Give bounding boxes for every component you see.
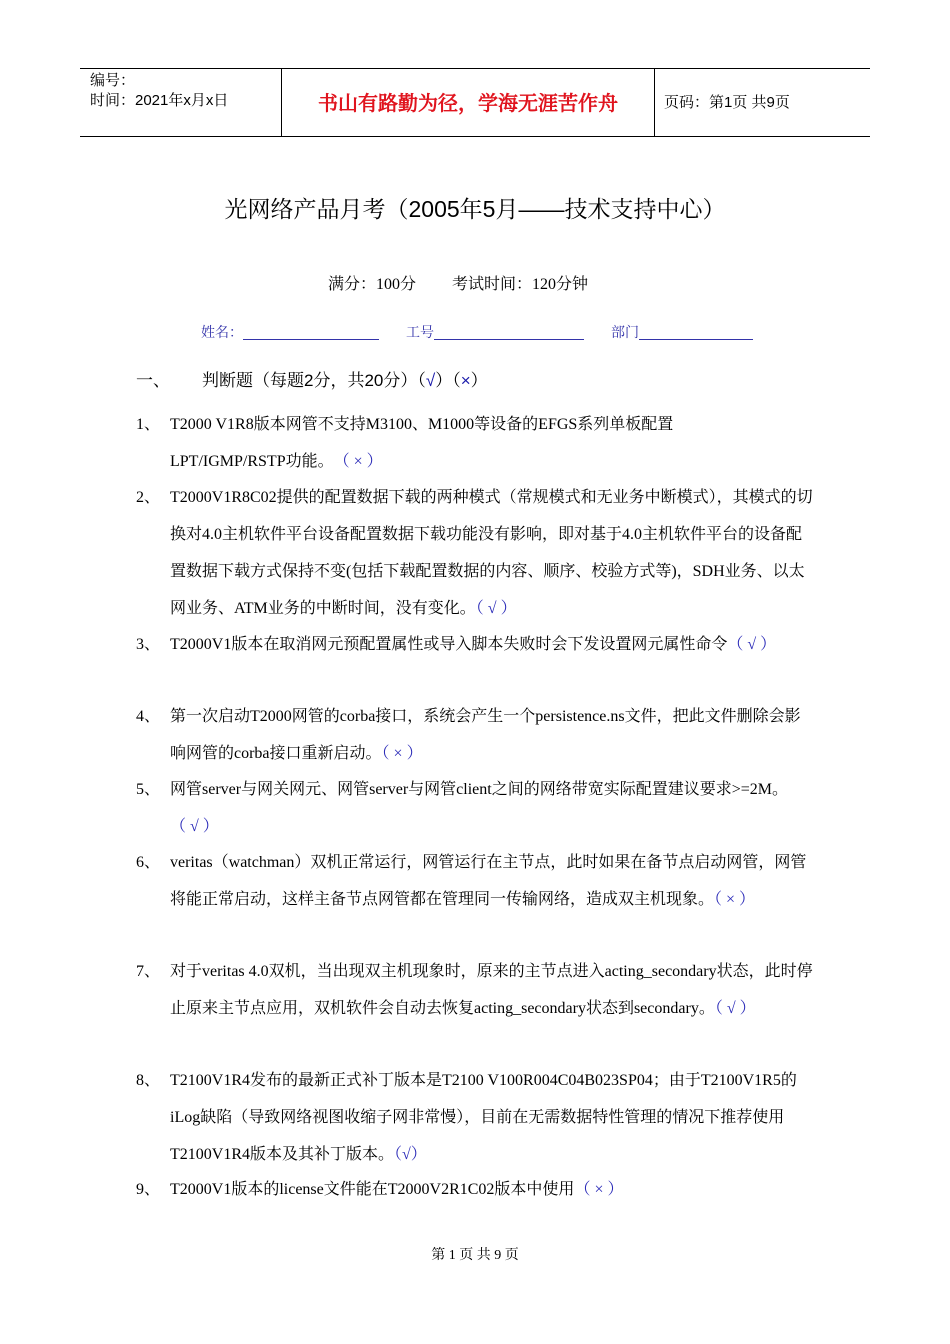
score-line xyxy=(0,274,916,296)
question-text: T2000V1版本在取消网元预配置属性或导入脚本失败时会下发设置网元属性命令 xyxy=(170,636,728,653)
question-text: 第一次启动T2000网管的corba接口，系统会产生一个persistence.ns文件，把此文件删除会影响网管的corba接口重新启动。 xyxy=(170,708,801,762)
id-label: 工号 xyxy=(406,326,434,341)
question-answer: （ × ） xyxy=(574,1181,624,1198)
name-label: 姓名： xyxy=(201,326,243,341)
id-field[interactable] xyxy=(434,323,584,340)
time-label: 时间：2021年x月x日 xyxy=(90,92,229,109)
question xyxy=(136,698,816,772)
cross-mark: × xyxy=(460,371,471,390)
question-answer: （√） xyxy=(394,1146,427,1163)
dept-label: 部门 xyxy=(611,326,639,341)
section-number: 一、 xyxy=(136,371,170,390)
question xyxy=(136,953,816,1027)
section-end: ） xyxy=(470,371,488,390)
header-left xyxy=(90,71,228,111)
question-number: 9、 xyxy=(136,1181,161,1198)
question xyxy=(136,844,816,918)
question-answer: （ × ） xyxy=(714,891,756,908)
question-number: 2、 xyxy=(136,489,161,506)
full-score: 满分：100分 xyxy=(327,276,416,293)
question-number: 5、 xyxy=(136,781,161,798)
header-divider xyxy=(654,69,655,136)
page-header xyxy=(80,68,870,137)
section-mid: ）（ xyxy=(435,371,461,390)
candidate-info xyxy=(201,323,753,344)
question-answer: （ × ） xyxy=(381,745,423,762)
question-answer: （ √ ） xyxy=(727,636,777,653)
question xyxy=(136,479,816,627)
section-title: 判断题（每题2分，共20分）（ xyxy=(202,371,426,390)
dept-field[interactable] xyxy=(639,323,753,340)
question-text: T2000V1R8C02提供的配置数据下载的两种模式（常规模式和无业务中断模式），其模式的切换对4.0主机软件平台设备配置数据下载功能没有影响，即对基于4.0主机软件平台的设备配置数据下载方式保持不变(包括下载配置数据的内容、顺序、校验方式等)，SDH业务、以太网业务、ATM业务的中断时间，没有变化。 xyxy=(170,489,813,617)
question-text: 对于veritas 4.0双机，当出现双主机现象时，原来的主节点进入acting_secondary状态，此时停止原来主节点应用，双机软件会自动去恢复acting_secondary状态到secondary。 xyxy=(170,963,813,1017)
question-number: 4、 xyxy=(136,708,161,725)
question-number: 7、 xyxy=(136,963,161,980)
question-text: veritas（watchman）双机正常运行，网管运行在主节点，此时如果在备节点启动网管，网管将能正常启动，这样主备节点网管都在管理同一传输网络，造成双主机现象。 xyxy=(170,854,807,908)
question-number: 1、 xyxy=(136,416,161,433)
question-answer: （ √ ） xyxy=(714,1000,756,1017)
question-answer: （ √ ） xyxy=(475,600,517,617)
page-footer: 第 1 页 共 9 页 xyxy=(431,1248,519,1263)
exam-time: 考试时间：120分钟 xyxy=(452,276,589,293)
question-answer: （ × ） xyxy=(341,453,383,470)
name-field[interactable] xyxy=(243,323,379,340)
motto: 书山有路勤为径，学海无涯苦作舟 xyxy=(318,91,618,115)
page-title: 光网络产品月考（2005年5月——技术支持中心） xyxy=(224,196,726,222)
question-answer: （ √ ） xyxy=(170,818,219,835)
question xyxy=(136,1062,816,1173)
question-number: 6、 xyxy=(136,854,161,871)
question-text: T2000V1版本的license文件能在T2000V2R1C02版本中使用 xyxy=(170,1181,575,1198)
question-text: T2000 V1R8版本网管不支持M3100、M1000等设备的EFGS系列单板配置LPT/IGMP/RSTP功能。 xyxy=(170,416,674,470)
question xyxy=(136,406,816,480)
number-label: 编号： xyxy=(90,72,136,89)
question xyxy=(136,771,816,845)
question-text: 网管server与网关网元、网管server与网管client之间的网络带宽实际配置建议要求>=2M。 xyxy=(170,781,788,798)
section-heading xyxy=(136,368,488,394)
page-label: 页码：第1页 共9页 xyxy=(664,94,790,111)
question xyxy=(136,626,816,663)
check-mark: √ xyxy=(425,371,436,390)
question-number: 8、 xyxy=(136,1072,161,1089)
question-number: 3、 xyxy=(136,636,161,653)
question-text: T2100V1R4发布的最新正式补丁版本是T2100 V100R004C04B023SP04；由于T2100V1R5的iLog缺陷（导致网络视图收缩子网非常慢），目前在无需数据特性管理的情况下推荐使用T2100V1R4版本及其补丁版本。 xyxy=(170,1072,797,1163)
question xyxy=(136,1171,816,1208)
